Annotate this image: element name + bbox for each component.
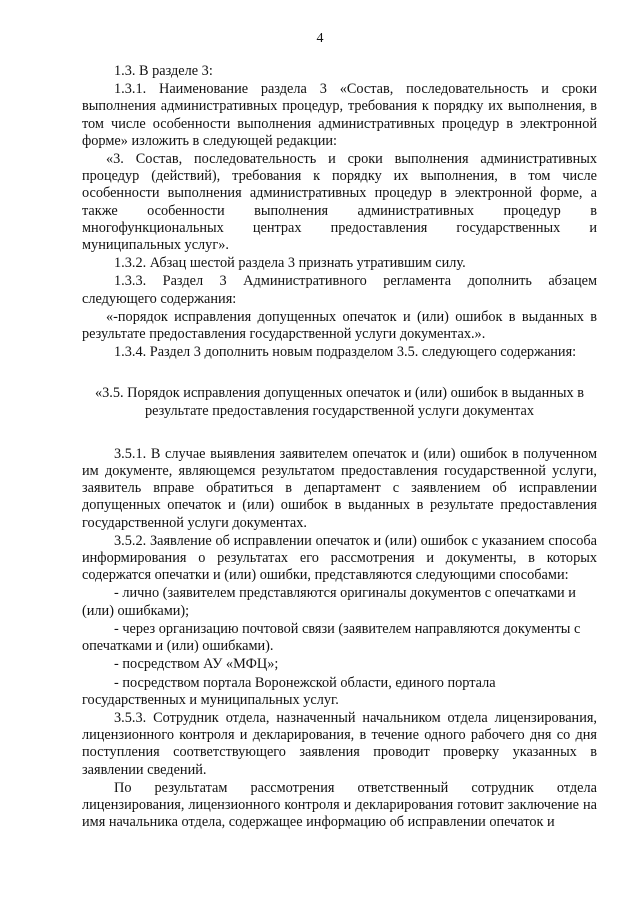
paragraph-3-5-1: 3.5.1. В случае выявления заявителем опечаток и (или) ошибок в полученном им документе, являющемся результатом предоставления государственной услуги, заявитель вправе обратиться в департамент с заявлением об исправлении допущенных опечаток и (или) ошибок в выданных в результате предоставления государственной услуги документах. xyxy=(82,445,597,531)
paragraph-1-3: 1.3. В разделе 3: xyxy=(114,63,213,79)
page-number: 4 xyxy=(316,31,324,46)
list-item: - лично (заявителем представляются оригиналы документов с опечатками и (или) ошибками); xyxy=(82,585,576,619)
paragraph-3-5-3: 3.5.3. Сотрудник отдела, назначенный начальником отдела лицензирования, лицензионного контроля и декларирования, в течение одного рабочего дня со дня поступления соответствующего заявления проводит проверку указанных в заявлении сведений. xyxy=(82,709,597,778)
paragraph-results: По результатам рассмотрения ответственный сотрудник отдела лицензирования, лицензионного контроля и декларирования готовит заключение на имя начальника отдела, содержащее информацию об исправлении опечаток и xyxy=(82,779,597,831)
paragraph-1-3-4: 1.3.4. Раздел 3 дополнить новым подразделом 3.5. следующего содержания: xyxy=(114,344,577,361)
paragraph-quoted-addition: «-порядок исправления допущенных опечаток и (или) ошибок в выданных в результате предоставления государственной услуги документах.». xyxy=(82,308,597,343)
paragraph-1-3-3: 1.3.3. Раздел 3 Административного регламента дополнить абзацем следующего содержания: xyxy=(82,273,597,307)
list-item: - посредством АУ «МФЦ»; xyxy=(114,656,279,673)
paragraph-quoted-section-title: «3. Состав, последовательность и сроки выполнения административных процедур (действий), требования к порядку их выполнения, в том числе особенности выполнения административных процедур в электронной форме, а также особенности выполнения административных процедур в многофункциональных центрах предоставления государственных и муниципальных услуг». xyxy=(82,151,597,254)
document-body xyxy=(82,63,597,832)
section-heading-3-5: «3.5. Порядок исправления допущенных опечаток и (или) ошибок в выданных в результате предоставления государственной услуги документах xyxy=(94,385,585,419)
list-item: - посредством портала Воронежской области, единого портала государственных и муниципальных услуг. xyxy=(82,674,496,708)
paragraph-1-3-2: 1.3.2. Абзац шестой раздела 3 признать утратившим силу. xyxy=(114,255,466,272)
paragraph-1-3-1: 1.3.1. Наименование раздела 3 «Состав, последовательность и сроки выполнения административных процедур, требования к порядку их выполнения, в том числе особенности выполнения административных процедур в электронной форме» изложить в следующей редакции: xyxy=(82,81,597,149)
paragraph-3-5-2: 3.5.2. Заявление об исправлении опечаток и (или) ошибок с указанием способа информирования о результатах его рассмотрения и документы, в которых содержатся опечатки и (или) ошибки, представляются следующими способами: xyxy=(82,532,597,584)
list-item: - через организацию почтовой связи (заявителем направляются документы с опечатками и (или) ошибками). xyxy=(82,620,581,655)
